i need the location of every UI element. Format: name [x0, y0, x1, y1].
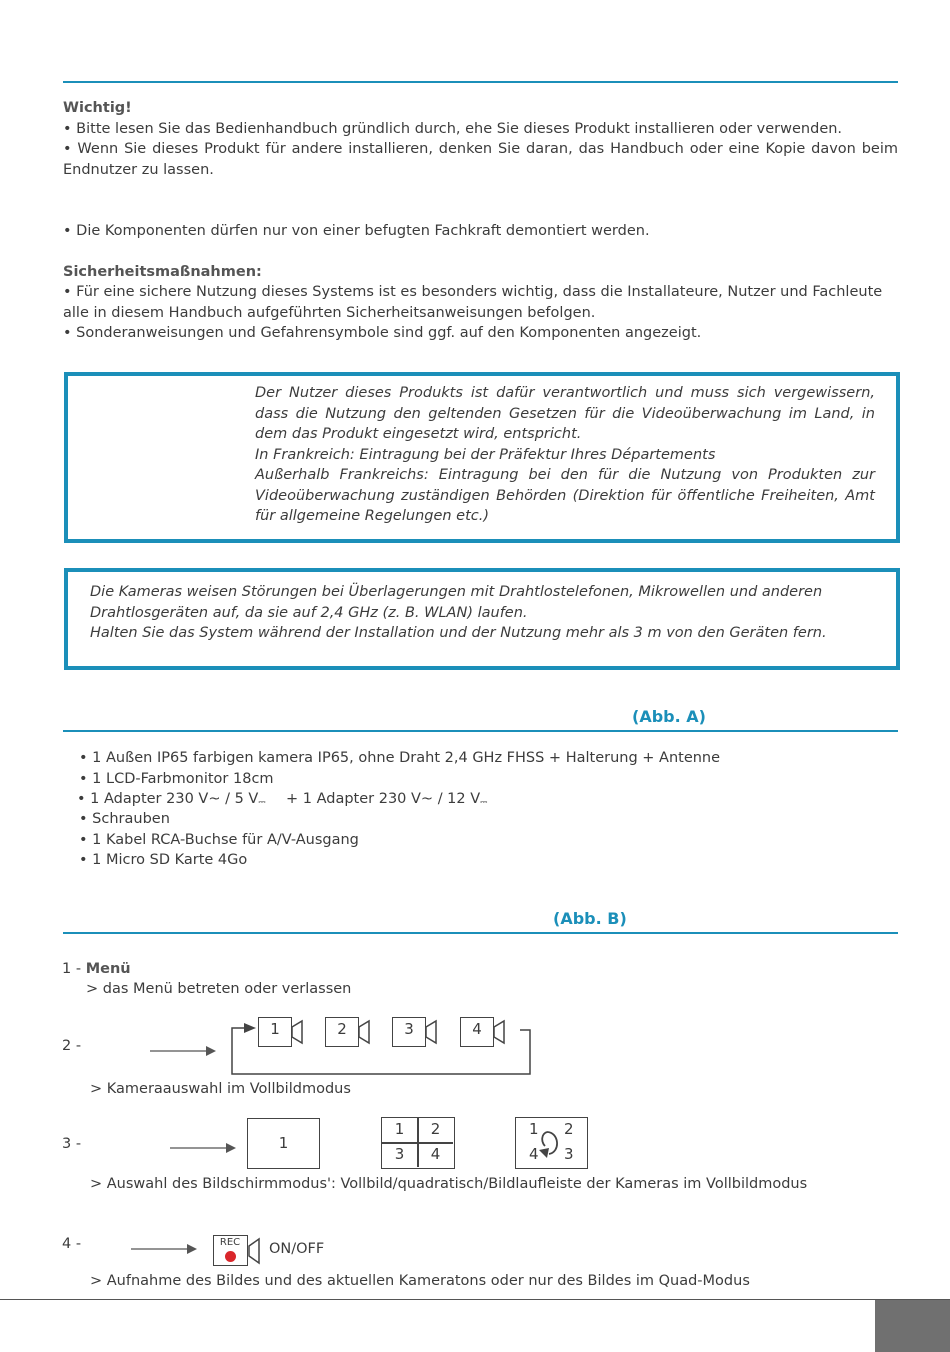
menu-label: Menü	[85, 961, 131, 977]
legal-notice-line-3: Außerhalb Frankreichs: Eintragung bei den für die Nutzung von Produkten zur Videoüberwachung zuständigen Behörden (Direktion für öffentliche Freiheiten, Amt für allgemeine Regelungen etc.)	[255, 467, 875, 524]
section-a-rule	[63, 730, 898, 732]
camera-select-desc: > Kameraauswahl im Vollbildmodus	[90, 1081, 351, 1097]
camera-lens-icon	[359, 1021, 371, 1043]
quad-mode-button[interactable]	[381, 1117, 455, 1169]
legal-notice-line-1: Der Nutzer dieses Produkts ist dafür verantwortlich und muss sich vergewissern, dass die Nutzung den geltenden Gesetzen für die Videoüberwachung im Land, in dem das Produkt eingesetzt wird, entspricht.	[255, 385, 875, 442]
record-desc: > Aufnahme des Bildes und des aktuellen Kameratons oder nur des Bildes im Quad-Modus	[90, 1273, 750, 1289]
arrow-right-icon	[131, 1242, 201, 1256]
quad-cell-2: 2	[430, 1120, 441, 1138]
package-item-4	[286, 789, 487, 814]
camera-1-button[interactable]	[258, 1017, 306, 1047]
screen-mode-desc: > Auswahl des Bildschirmmodus': Vollbild/quadratisch/Bildlaufleiste der Kameras im Vollbildmodus	[90, 1176, 808, 1192]
menu-number: 1 -	[62, 961, 82, 977]
fullscreen-mode-button[interactable]	[247, 1118, 320, 1169]
menu-item	[62, 959, 131, 980]
camera-lens-icon	[426, 1021, 438, 1043]
section-a-ref: (Abb. A)	[632, 707, 706, 726]
package-item-1: • 1 Außen IP65 farbigen kamera IP65, ohne Draht 2,4 GHz FHSS + Halterung + Antenne	[79, 750, 721, 766]
package-item-7: • 1 Micro SD Karte 4Go	[79, 852, 248, 868]
camera-lens-icon	[494, 1021, 506, 1043]
sequence-cell-4: 4	[529, 1145, 539, 1163]
section-b-ref: (Abb. B)	[553, 909, 627, 928]
interference-line-1: Die Kameras weisen Störungen bei Überlagerungen mit Drahtlostelefonen, Mikrowellen und anderen Drahtlosgeräten auf, da sie auf 2,4 GHz (z. B. WLAN) laufen.	[90, 584, 823, 621]
package-item-2: • 1 LCD-Farbmonitor 18cm	[79, 771, 274, 787]
arrow-right-icon	[150, 1044, 220, 1058]
camera-select-number: 2 -	[62, 1038, 82, 1054]
dismantle-note: • Die Komponenten dürfen nur von einer befugten Fachkraft demontiert werden.	[63, 223, 650, 239]
interference-line-2: Halten Sie das System während der Installation und der Nutzung mehr als 3 m von den Geräten fern.	[90, 625, 827, 641]
sequence-mode-button[interactable]	[515, 1117, 588, 1169]
safety-item-2: • Sonderanweisungen und Gefahrensymbole sind ggf. auf den Komponenten angezeigt.	[63, 325, 702, 341]
adapter-5v-label: • 1 Adapter 230 V~ / 5 V	[77, 791, 259, 807]
legal-notice-line-2: In Frankreich: Eintragung bei der Präfektur Ihres Départements	[255, 446, 716, 463]
footer-rule	[0, 1299, 950, 1300]
important-item-1: • Bitte lesen Sie das Bedienhandbuch gründlich durch, ehe Sie dieses Produkt installieren oder verwenden.	[63, 121, 843, 137]
dc-symbol: ⎓	[258, 798, 266, 808]
package-item-5: • Schrauben	[79, 811, 170, 827]
quad-divider-h	[382, 1142, 453, 1144]
screen-mode-number: 3 -	[62, 1136, 82, 1152]
arrow-right-icon	[170, 1141, 240, 1155]
legal-notice-box	[64, 372, 900, 543]
sequence-cell-1: 1	[529, 1120, 539, 1138]
safety-heading: Sicherheitsmaßnahmen:	[63, 264, 262, 280]
cycle-arrow-icon	[539, 1128, 565, 1158]
sequence-cell-2: 2	[564, 1120, 574, 1138]
menu-desc: > das Menü betreten oder verlassen	[86, 981, 352, 997]
camera-lens-icon	[249, 1239, 261, 1263]
dc-symbol: ⎓	[480, 798, 488, 808]
camera-4-label: 4	[460, 1017, 494, 1047]
package-item-6: • 1 Kabel RCA-Buchse für A/V-Ausgang	[79, 832, 359, 848]
sequence-cell-3: 3	[564, 1145, 574, 1163]
camera-4-button[interactable]	[460, 1017, 508, 1047]
quad-cell-4: 4	[430, 1145, 441, 1163]
camera-3-button[interactable]	[392, 1017, 440, 1047]
important-heading: Wichtig!	[63, 100, 132, 116]
camera-3-label: 3	[392, 1017, 426, 1047]
quad-cell-1: 1	[394, 1120, 405, 1138]
camera-1-label: 1	[258, 1017, 292, 1047]
section-b-rule	[63, 932, 898, 934]
quad-cell-3: 3	[394, 1145, 405, 1163]
camera-2-label: 2	[325, 1017, 359, 1047]
adapter-12v-label: + 1 Adapter 230 V~ / 12 V	[286, 791, 481, 807]
safety-item-1: • Für eine sichere Nutzung dieses Systems ist es besonders wichtig, dass die Installateure, Nutzer und Fachleute alle in diesem Handbuch aufgeführten Sicherheitsanweisungen befolgen.	[63, 284, 883, 321]
footer-page-tab	[875, 1300, 950, 1352]
record-button[interactable]	[213, 1235, 263, 1267]
important-item-2: • Wenn Sie dieses Produkt für andere installieren, denken Sie daran, das Handbuch oder eine Kopie davon beim Endnutzer zu lassen.	[63, 141, 898, 178]
rec-dot-icon	[225, 1251, 236, 1262]
camera-2-button[interactable]	[325, 1017, 373, 1047]
record-toggle-label: ON/OFF	[269, 1241, 325, 1257]
interference-notice-box	[64, 568, 900, 670]
fullscreen-mode-label: 1	[278, 1134, 289, 1152]
camera-lens-icon	[292, 1021, 304, 1043]
record-number: 4 -	[62, 1236, 82, 1252]
rec-label: REC	[219, 1237, 241, 1248]
top-rule	[63, 81, 898, 83]
